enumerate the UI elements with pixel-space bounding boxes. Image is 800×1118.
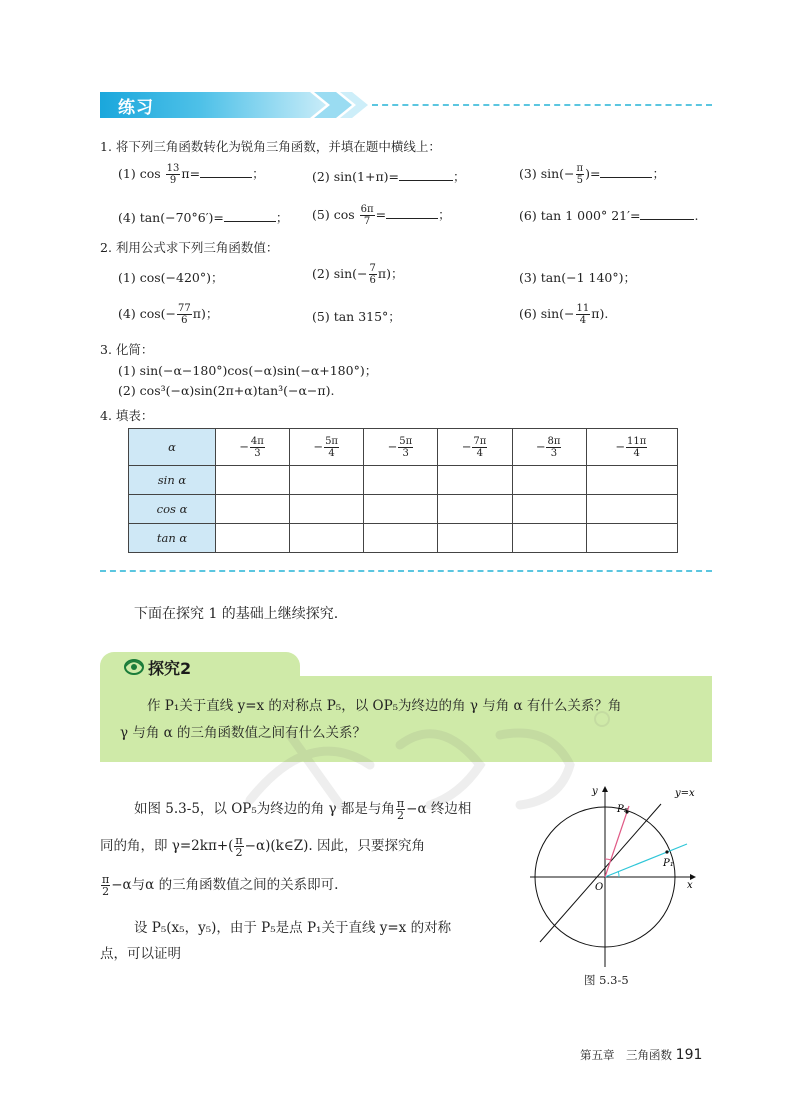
- label-p1: P₁: [663, 858, 674, 869]
- table-column-header: − $\frac{5\pi}{4}$: [290, 429, 364, 466]
- row-header-cos: cos α: [129, 495, 216, 524]
- table-cell: [216, 466, 290, 495]
- table-header-alpha: α: [129, 429, 216, 466]
- row-header-tan: tan α: [129, 524, 216, 553]
- table-cell: [438, 495, 512, 524]
- table-cell: [364, 524, 438, 553]
- table-cell: [216, 524, 290, 553]
- table-row: [129, 524, 678, 553]
- answer-blank: [399, 170, 453, 181]
- table-column-header: − $\frac{5\pi}{3}$: [364, 429, 438, 466]
- q1-item-1: (1) cos $\frac{13}{9}$ π= ；: [118, 163, 265, 186]
- transition-text: 下面在探究 1 的基础上继续探究.: [134, 606, 339, 622]
- table-cell: [438, 466, 512, 495]
- table-column-header: − $\frac{11\pi}{4}$: [586, 429, 677, 466]
- header-dashed-rule: [372, 104, 712, 106]
- angle-alpha-mark-2: [605, 859, 611, 860]
- point-p1: [665, 850, 668, 853]
- table-cell: [512, 495, 586, 524]
- q3-line-1: (1) sin(−α−180°)cos(−α)sin(−α+180°)；: [118, 363, 378, 378]
- q2-item-5: (5) tan 315°；: [312, 309, 401, 324]
- label-line: y=x: [675, 788, 695, 799]
- q1-item-4: (4) tan(−70°6′)= ；: [118, 210, 289, 225]
- answer-blank: [200, 167, 252, 178]
- answer-blank: [224, 211, 276, 222]
- table-row: [129, 429, 678, 466]
- answer-blank: [600, 167, 652, 178]
- q1-item-3: (3) sin(− $\frac{\pi}{5}$ )= ；: [519, 163, 665, 186]
- figure-caption: 图 5.3-5: [584, 973, 629, 987]
- fill-table: [128, 428, 678, 553]
- body-paragraph-line-4: 设 P₅(x₅，y₅)，由于 P₅是点 P₁关于直线 y=x 的对称: [134, 920, 452, 936]
- table-column-header: − $\frac{4\pi}{3}$: [216, 429, 290, 466]
- answer-blank: [640, 209, 694, 220]
- table-cell: [364, 495, 438, 524]
- exercise-title: 练习: [118, 98, 154, 118]
- row-header-sin: sin α: [129, 466, 216, 495]
- table-cell: [290, 524, 364, 553]
- body-paragraph-line-3: $\frac{\pi}{2}$ −α与α 的三角函数值之间的关系即可.: [102, 873, 339, 898]
- table-cell: [438, 524, 512, 553]
- q3-stem: 3. 化简：: [100, 342, 154, 357]
- q3-line-2: (2) cos³(−α)sin(2π+α)tan³(−α−π).: [118, 383, 335, 398]
- q1-stem: 1. 将下列三角函数转化为锐角三角函数，并填在题中横线上：: [100, 139, 441, 154]
- answer-blank: [386, 208, 438, 219]
- table-cell: [364, 466, 438, 495]
- q1-item-2: (2) sin(1+π)= ；: [312, 169, 466, 184]
- ray-op5: [605, 806, 629, 877]
- explore-line-2: γ 与角 α 的三角函数值之间有什么关系？: [120, 725, 367, 741]
- footer-chapter: 第五章 三角函数: [580, 1048, 672, 1062]
- q2-item-2: (2) sin(− $\frac{7}{6}$ π)；: [312, 263, 404, 286]
- q2-stem: 2. 利用公式求下列三角函数值：: [100, 240, 279, 255]
- table-cell: [512, 524, 586, 553]
- table-column-header: − $\frac{7\pi}{4}$: [438, 429, 512, 466]
- table-cell: [586, 495, 677, 524]
- table-cell: [290, 466, 364, 495]
- q2-item-4: (4) cos(− $\frac{77}{6}$ π)；: [118, 303, 219, 326]
- q2-item-6: (6) sin(− $\frac{11}{4}$ π).: [519, 303, 609, 326]
- table-cell: [586, 466, 677, 495]
- body-paragraph-line-1: 如图 5.3-5，以 OP₅为终边的角 γ 都是与角 $\frac{\pi}{2}$ −α 终边相: [134, 797, 472, 822]
- q2-item-3: (3) tan(−1 140°)；: [519, 270, 636, 285]
- table-row: [129, 466, 678, 495]
- page-number: 191: [675, 1047, 703, 1063]
- table-cell: [586, 524, 677, 553]
- q2-item-1: (1) cos(−420°)；: [118, 270, 224, 285]
- label-y: y: [592, 786, 598, 797]
- explore-eye-icon: [124, 658, 144, 676]
- table-column-header: − $\frac{8\pi}{3}$: [512, 429, 586, 466]
- unit-circle-figure: [525, 782, 705, 970]
- label-x: x: [687, 880, 693, 891]
- y-axis-arrow: [602, 786, 608, 792]
- table-row: [129, 495, 678, 524]
- q1-item-6: (6) tan 1 000° 21′= .: [519, 208, 699, 223]
- explore-line-1: 作 P₁关于直线 y=x 的对称点 P₅，以 OP₅为终边的角 γ 与角 α 有什么关系？角: [147, 698, 622, 714]
- label-o: O: [595, 882, 604, 893]
- table-cell: [216, 495, 290, 524]
- body-paragraph-line-2: 同的角，即 γ=2kπ+( $\frac{\pi}{2}$ −α)(k∈Z). 因此，只要探究角: [100, 834, 426, 859]
- label-p5: P₅: [617, 804, 628, 815]
- q1-item-5: (5) cos $\frac{6\pi}{7}$ = ；: [312, 204, 451, 227]
- body-paragraph-line-5: 点，可以证明: [100, 946, 181, 962]
- footer-dashed-rule: [100, 570, 712, 572]
- explore-title: 探究2: [148, 659, 192, 678]
- table-cell: [290, 495, 364, 524]
- page-footer: [580, 1047, 702, 1063]
- q4-stem: 4. 填表：: [100, 408, 154, 423]
- table-cell: [512, 466, 586, 495]
